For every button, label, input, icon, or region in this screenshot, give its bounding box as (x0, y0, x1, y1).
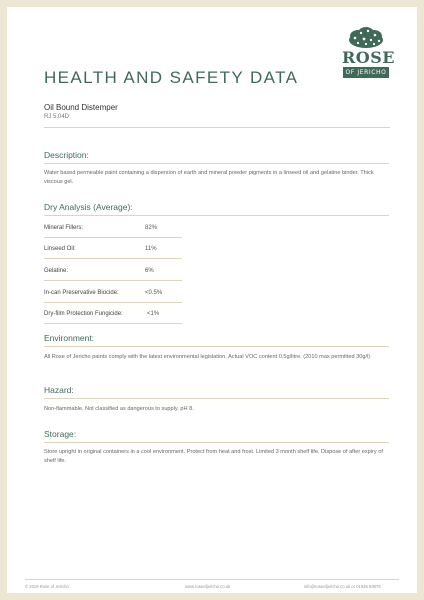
divider (44, 127, 390, 128)
hazard-heading: Hazard: (44, 385, 74, 395)
rose-plant-icon (346, 27, 386, 49)
storage-heading: Storage: (44, 429, 77, 439)
document-sheet (7, 7, 417, 593)
footer-contact[interactable]: info@roseofjericho.co.uk or 01935 83676 (304, 584, 381, 589)
divider (44, 346, 389, 347)
storage-text: Store upright in original containers in a cool environment. Protect from heat and frost. Limited 3 month shelf life. Dispose of after expiry of shelf life. (44, 449, 383, 464)
dry-analysis-heading: Dry Analysis (Average): (44, 202, 133, 212)
footer-divider (25, 579, 399, 580)
analysis-label: Dry-film Protection Fungicide: (44, 311, 123, 317)
analysis-value: 11% (145, 246, 157, 252)
description-heading: Description: (44, 150, 89, 160)
environment-heading: Environment: (44, 333, 95, 343)
divider (44, 398, 389, 399)
analysis-label: In-can Preservative Biocide: (44, 290, 119, 296)
page-title: HEALTH AND SAFETY DATA (44, 68, 299, 87)
divider (44, 302, 182, 303)
rose-of-jericho-logo (342, 27, 395, 87)
product-name: Oil Bound Distemper (44, 103, 118, 112)
divider (44, 258, 182, 259)
footer-copyright: © 2019 Rose of Jericho (25, 584, 69, 589)
analysis-label: Gelatine: (44, 268, 69, 274)
logo-subtitle: OF JERICHO (343, 67, 389, 78)
hazard-text: Non-flammable. Not classified as dangerous to supply. pH 8. (44, 406, 194, 412)
analysis-value: <0.5% (145, 290, 163, 296)
divider (44, 323, 182, 324)
environment-text: All Rose of Jericho paints comply with the latest environmental legislation. Actual VOC content 0.5g/litre. (2010 max permitted 30g/l) (44, 354, 371, 360)
product-code: RJ 5.04D (44, 114, 70, 120)
analysis-value: 6% (145, 268, 154, 274)
analysis-label: Linseed Oil: (44, 246, 76, 252)
divider (44, 280, 182, 281)
description-text: Water based permeable paint containing a dispersion of earth and mineral powder pigments in a linseed oil and gelatine binder. Thick viscous gel. (44, 170, 374, 185)
analysis-value: <1% (147, 311, 160, 317)
divider (44, 215, 389, 216)
divider (44, 163, 389, 164)
analysis-value: 82% (145, 225, 158, 231)
analysis-label: Mineral Fillers: (44, 225, 84, 231)
logo-wordmark: ROSE (342, 48, 395, 67)
divider (44, 442, 389, 443)
footer-website[interactable]: www.roseofjericho.co.uk (185, 584, 231, 589)
divider (44, 237, 182, 238)
